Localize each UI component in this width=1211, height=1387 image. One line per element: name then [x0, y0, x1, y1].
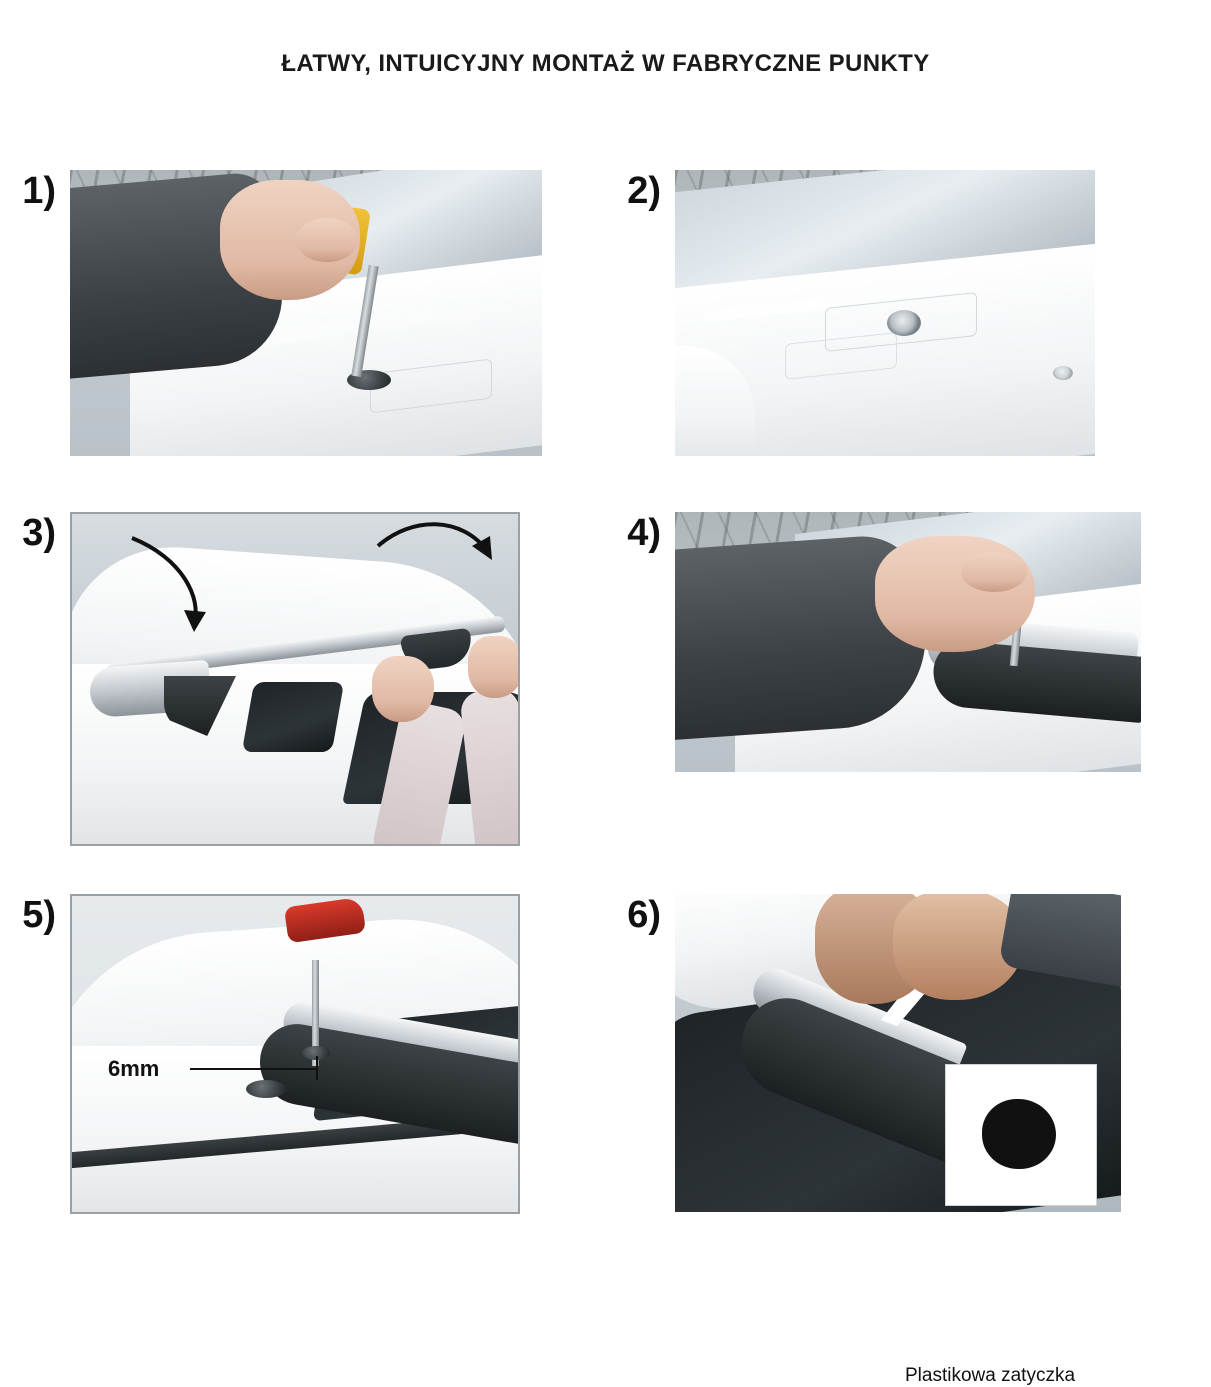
- step-6-photo: [675, 894, 1121, 1212]
- install-arrow-left: [122, 528, 252, 638]
- step-4: [605, 512, 1211, 846]
- step-6-number: 6): [627, 894, 661, 936]
- secondary-hole: [1053, 366, 1073, 380]
- step-3-number: 3): [22, 512, 56, 554]
- step-row-2: [0, 512, 1211, 846]
- step-1: [0, 170, 605, 456]
- step-1-number: 1): [22, 170, 56, 212]
- person-thumb: [296, 218, 358, 262]
- step-2-photo: [675, 170, 1095, 456]
- step-1-photo: [70, 170, 542, 456]
- person-hand-left: [372, 656, 434, 722]
- step-3: [0, 512, 605, 846]
- page-title: ŁATWY, INTUICYJNY MONTAŻ W FABRYCZNE PUNKTY: [281, 50, 930, 77]
- step-2: [605, 170, 1211, 456]
- plastic-cap-icon: [982, 1099, 1056, 1169]
- step-3-photo: [70, 512, 520, 846]
- step-5-number: 5): [22, 894, 56, 936]
- person-hand: [875, 536, 1035, 652]
- step-row-1: [0, 170, 1211, 456]
- step-row-3: [0, 894, 1211, 1386]
- rubber-pad: [246, 1080, 286, 1098]
- dimension-tick: [316, 1056, 318, 1080]
- installation-steps-grid: [0, 170, 1211, 1386]
- step-4-number: 4): [627, 512, 661, 554]
- plastic-cap-caption: Plastikowa zatyczka: [905, 1365, 1076, 1386]
- step-4-photo: [675, 512, 1141, 772]
- person-hand-right: [468, 636, 520, 698]
- step-5: [0, 894, 605, 1214]
- person-finger: [961, 552, 1027, 592]
- install-arrow-right: [372, 516, 520, 606]
- step-2-number: 2): [627, 170, 661, 212]
- plastic-cap-inset: [945, 1064, 1097, 1206]
- dimension-leader-line: [190, 1068, 318, 1070]
- car-side-window: [242, 682, 344, 752]
- dimension-label: 6mm: [108, 1056, 160, 1081]
- step-6: [605, 894, 1211, 1386]
- step-5-photo: [70, 894, 520, 1214]
